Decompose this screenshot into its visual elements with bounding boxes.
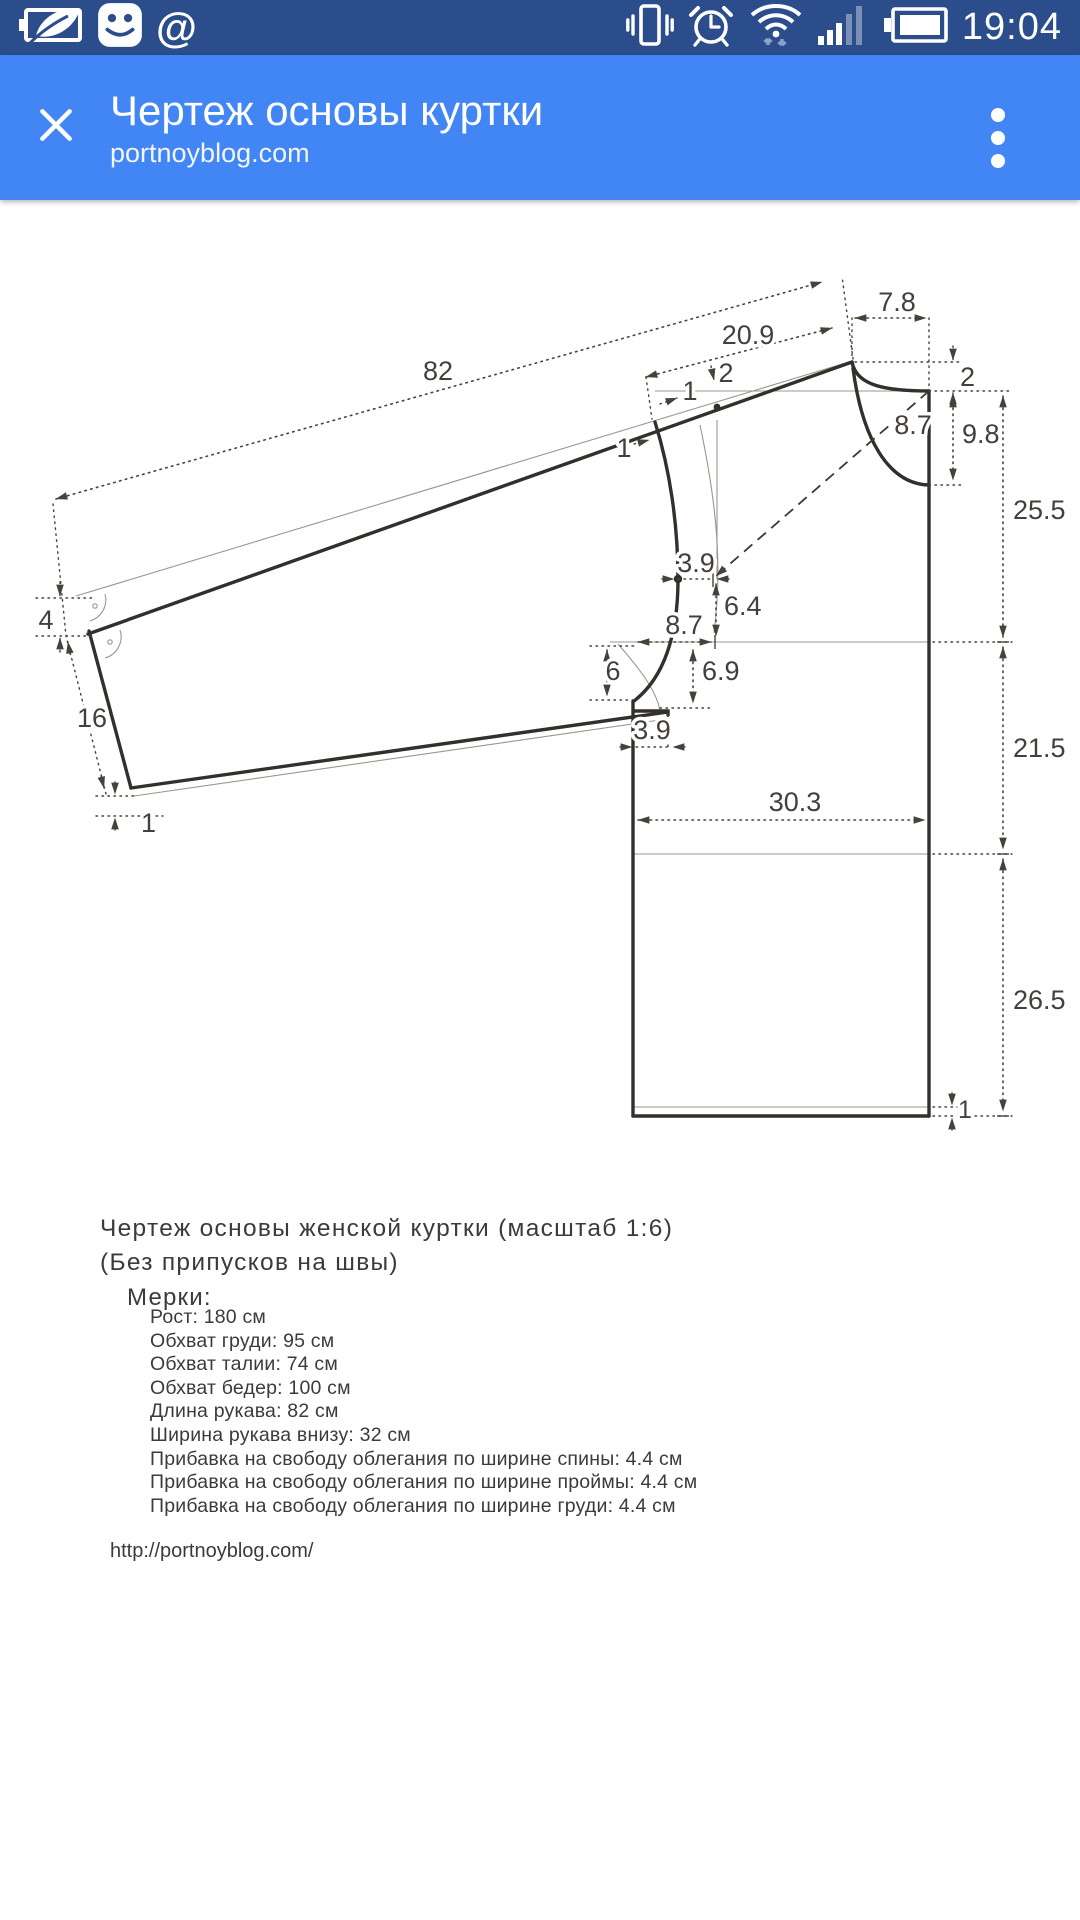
list-item: Обхват бедер: 100 см (150, 1376, 351, 1399)
page-domain: portnoyblog.com (110, 137, 310, 168)
dim-label-1-cap-b: 1 (616, 433, 632, 463)
dim-label-30-3: 30.3 (768, 787, 822, 817)
measurements-list (150, 1306, 697, 1518)
battery-saver-icon (18, 3, 84, 52)
dim-label-3-9-b: 3.9 (633, 715, 671, 745)
signal-icon (818, 3, 870, 52)
dim-label-1-cap: 1 (682, 376, 698, 406)
notification-icons (18, 2, 197, 53)
page-title: Чертеж основы куртки (110, 86, 544, 134)
list-item: Обхват груди: 95 см (150, 1329, 335, 1352)
dim-label-82: 82 (422, 356, 454, 386)
dim-label-1-cuff: 1 (141, 808, 157, 838)
pattern-drawing (0, 200, 1080, 1180)
dim-label-20-9: 20.9 (721, 320, 775, 350)
list-item: Прибавка на свободу облегания по ширине проймы: 4.4 см (150, 1471, 698, 1494)
dim-label-25-5: 25.5 (1013, 495, 1066, 525)
overflow-menu-button[interactable] (982, 106, 1014, 176)
dim-label-16: 16 (76, 703, 108, 733)
dim-label-6-4: 6.4 (724, 591, 762, 621)
list-item: Обхват талии: 74 см (150, 1353, 338, 1376)
measurements-heading: Мерки: (127, 1284, 212, 1311)
smiley-app-icon (97, 2, 143, 53)
list-item: Прибавка на свободу облегания по ширине груди: 4.4 см (150, 1494, 676, 1517)
close-icon (35, 104, 77, 151)
list-item: Рост: 180 см (150, 1306, 267, 1328)
email-at-icon: @ (156, 3, 197, 51)
dim-label-7-8: 7.8 (878, 287, 916, 317)
alarm-icon (688, 2, 734, 53)
dim-label-1-hem: 1 (958, 1096, 972, 1124)
close-button[interactable] (28, 100, 84, 156)
vibrate-icon (626, 3, 674, 52)
dim-label-2-cap: 2 (718, 358, 734, 388)
dim-label-6-9: 6.9 (702, 656, 740, 686)
dim-label-3-9-a: 3.9 (677, 548, 715, 578)
battery-icon (884, 5, 948, 50)
dim-label-26-5: 26.5 (1013, 985, 1066, 1015)
caption-title (100, 1212, 673, 1280)
caption-title-line2: (Без припусков на швы) (100, 1249, 399, 1276)
jacket-pattern-diagram (0, 200, 1080, 1180)
dim-label-6: 6 (605, 656, 621, 686)
dim-label-9-8: 9.8 (962, 419, 1000, 449)
wifi-icon (748, 1, 804, 54)
status-bar (0, 0, 1080, 55)
list-item: Прибавка на свободу облегания по ширине спины: 4.4 см (150, 1447, 683, 1470)
dim-label-2-neck: 2 (960, 362, 976, 392)
dim-label-4: 4 (38, 605, 54, 635)
dim-label-8-7-chest: 8.7 (665, 610, 703, 640)
dim-label-21-5: 21.5 (1013, 733, 1066, 763)
app-header (0, 55, 1080, 200)
dim-label-8-7-diag: 8.7 (894, 410, 932, 440)
caption-title-line1: Чертеж основы женской куртки (масштаб 1:6) (100, 1215, 674, 1242)
list-item: Длина рукава: 82 см (150, 1400, 339, 1423)
source-url: http://portnoyblog.com/ (110, 1540, 314, 1562)
system-icons (626, 1, 1062, 54)
three-dot-menu-icon (990, 107, 1006, 174)
clock-time: 19:04 (961, 6, 1062, 48)
list-item: Ширина рукава внизу: 32 см (150, 1423, 411, 1446)
